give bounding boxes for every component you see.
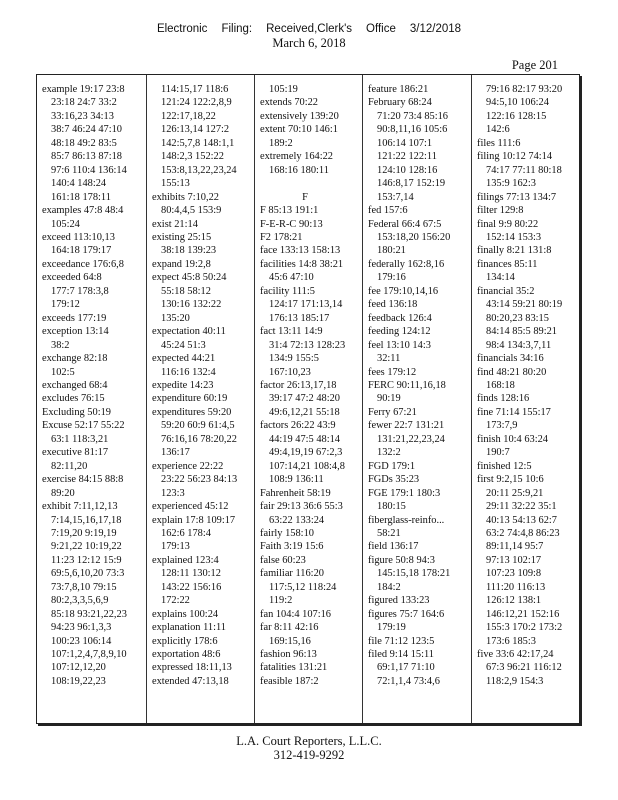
index-entry: facilities 14:8 38:21 [260,258,344,270]
index-entry: feature 186:21 [368,84,429,95]
filing-stamp-received: Received,Clerk's [266,23,353,35]
index-letter-heading: F [302,191,308,203]
index-entry-continuation: 45:24 51:3 [161,339,206,351]
index-entry: field 136:17 [368,541,419,553]
index-entry-continuation: 84:14 85:5 89:21 [486,326,558,338]
index-entry-continuation: 130:16 132:22 [161,299,222,311]
index-entry-continuation: 102:5 [51,366,75,378]
index-entry: exchange 82:18 [42,353,108,365]
index-entry: fiberglass-reinfo... [368,514,445,526]
index-entry-continuation: 29:11 32:22 35:1 [486,501,557,513]
index-entry-continuation: 145:15,18 178:21 [377,568,451,580]
index-entry-continuation: 122:17,18,22 [161,110,216,122]
index-entry-continuation: 45:6 47:10 [269,272,314,284]
index-entry-continuation: 143:22 156:16 [161,581,222,593]
index-entry: extended 47:13,18 [152,675,229,687]
index-entry-continuation: 173:7,9 [486,420,518,432]
index-entry: feasible 187:2 [260,675,319,687]
index-entry: exceed 113:10,13 [42,231,115,243]
index-entry: experience 22:22 [152,460,224,472]
index-entry: filing 10:12 74:14 [477,151,553,163]
index-entry: exist 21:14 [152,218,198,230]
index-entry: finds 128:16 [477,393,530,405]
index-entry-continuation: 148:2,3 152:22 [161,151,224,163]
filing-stamp-electronic: Electronic [156,23,208,35]
index-entry-continuation: 69:5,6,10,20 73:3 [51,568,125,580]
index-entry-continuation: 90:8,11,16 105:6 [377,124,448,136]
index-column-5 [471,75,579,723]
index-entry: FERC 90:11,16,18 [368,379,446,391]
index-entry: expenditure 60:19 [152,393,228,405]
index-entry: explicitly 178:6 [152,635,218,647]
index-entry: finish 10:4 63:24 [477,433,549,445]
index-entry: FGD 179:1 [368,460,416,472]
index-entry-continuation: 40:13 54:13 62:7 [486,514,558,526]
index-entry-continuation: 108:19,22,23 [51,675,106,687]
index-entry-continuation: 177:7 178:3,8 [51,285,109,297]
index-entry-continuation: 146:12,21 152:16 [486,608,560,620]
index-entry: Fahrenheit 58:19 [260,487,331,499]
filing-stamp-date: 3/12/2018 [409,23,462,35]
index-entry: fewer 22:7 131:21 [368,420,445,432]
word-index-table [36,74,580,724]
index-entry: filings 77:13 134:7 [477,191,557,203]
index-entry: finished 12:5 [477,460,532,472]
index-entry: federally 162:8,16 [368,258,445,270]
index-entry: final 9:9 80:22 [477,218,539,230]
index-entry: expected 44:21 [152,353,216,365]
index-entry: face 133:13 158:13 [260,245,341,257]
index-entry-continuation: 155:13 [161,178,190,190]
index-entry-continuation: 117:5,12 118:24 [269,581,337,593]
index-entry-continuation: 123:3 [161,487,185,499]
index-entry-continuation: 59:20 60:9 61:4,5 [161,420,235,432]
index-entry-continuation: 82:11,20 [51,460,88,472]
index-entry-continuation: 74:17 77:11 80:18 [486,164,562,176]
index-entry: extends 70:22 [260,97,319,109]
index-entry-continuation: 172:22 [161,595,190,607]
index-entry-continuation: 140:4 148:24 [51,178,107,190]
index-entry: expect 45:8 50:24 [152,272,227,284]
filing-stamp-office: Office [366,23,396,35]
index-entry-continuation: 142:5,7,8 148:1,1 [161,137,235,149]
index-entry: Faith 3:19 15:6 [260,541,324,553]
index-entry-continuation: 106:14 107:1 [377,137,433,149]
index-entry-continuation: 23:18 24:7 33:2 [51,97,117,109]
index-entry-continuation: 146:8,17 152:19 [377,178,446,190]
page-number: Page 201 [511,58,558,72]
index-entry: exceeds 177:19 [42,312,107,324]
index-entry-continuation: 162:6 178:4 [161,527,211,539]
index-entry: experienced 45:12 [152,501,229,513]
index-entry: figures 75:7 164:6 [368,608,445,620]
index-entry-continuation: 48:18 49:2 83:5 [51,137,117,149]
index-entry-continuation: 128:11 130:12 [161,568,221,580]
index-entry-continuation: 161:18 178:11 [51,191,111,203]
index-entry-continuation: 107:23 109:8 [486,568,542,580]
index-entry: extensively 139:20 [260,110,339,122]
index-entry-continuation: 179:16 [377,272,406,284]
index-entry-continuation: 126:12 138:1 [486,595,542,607]
index-entry: example 19:17 23:8 [42,84,125,95]
court-reporter-name: L.A. Court Reporters, L.L.C. [236,734,382,748]
index-entry: facility 111:5 [260,285,315,297]
index-entry: feeding 124:12 [368,326,431,338]
index-entry: finances 85:11 [477,258,538,270]
index-entry: fine 71:14 155:17 [477,406,551,418]
index-entry: expedite 14:23 [152,379,214,391]
index-entry: feel 13:10 14:3 [368,339,431,351]
index-entry: find 48:21 80:20 [477,366,547,378]
index-column-1 [37,75,146,723]
index-entry-continuation: 136:17 [161,447,190,459]
index-entry-continuation: 190:7 [486,447,510,459]
index-entry: exception 13:14 [42,326,109,338]
index-entry: F2 178:21 [260,231,303,243]
index-entry-continuation: 80:4,4,5 153:9 [161,205,222,217]
index-entry-continuation: 79:16 82:17 93:20 [486,84,563,95]
index-entry-continuation: 63:1 118:3,21 [51,433,109,445]
index-entry: expectation 40:11 [152,326,226,338]
index-entry: exceeded 64:8 [42,272,102,284]
index-entry-continuation: 169:15,16 [269,635,311,647]
index-entry-continuation: 180:21 [377,245,406,257]
index-entry-continuation: 132:2 [377,447,401,459]
index-entry: FGDs 35:23 [368,474,420,486]
index-entry-continuation: 108:9 136:11 [269,474,324,486]
index-entry-continuation: 124:10 128:16 [377,164,438,176]
index-entry: factor 26:13,17,18 [260,379,337,391]
index-entry-continuation: 105:19 [269,84,298,95]
index-entry: Excuse 52:17 55:22 [42,420,125,432]
index-entry: exportation 48:6 [152,649,221,661]
index-entry-continuation: 134:9 155:5 [269,353,319,365]
index-entry: fatalities 131:21 [260,662,328,674]
index-entry-continuation: 131:21,22,23,24 [377,433,445,445]
index-entry-continuation: 71:20 73:4 85:16 [377,110,449,122]
index-entry-continuation: 173:6 185:3 [486,635,536,647]
index-entry-continuation: 80:2,3,3,5,6,9 [51,595,109,607]
index-entry: exercise 84:15 88:8 [42,474,124,486]
index-spacer [260,177,358,190]
index-entry: files 111:6 [477,137,521,149]
index-entry: extent 70:10 146:1 [260,124,338,136]
index-entry-continuation: 179:13 [161,541,190,553]
index-entry-continuation: 153:8,13,22,23,24 [161,164,237,176]
index-entry-continuation: 119:2 [269,595,293,607]
index-entry-continuation: 98:4 134:3,7,11 [486,339,552,351]
index-entry: fairly 158:10 [260,527,314,539]
index-entry: five 33:6 42:17,24 [477,649,554,661]
index-entry-continuation: 67:3 96:21 116:12 [486,662,562,674]
index-entry-continuation: 121:24 122:2,8,9 [161,97,232,109]
index-entry-continuation: 180:15 [377,501,406,513]
index-entry-continuation: 72:1,1,4 73:4,6 [377,675,440,687]
index-entry: existing 25:15 [152,231,212,243]
index-entry-continuation: 11:23 12:12 15:9 [51,554,122,566]
index-entry: financials 34:16 [477,353,544,365]
index-entry: fee 179:10,14,16 [368,285,439,297]
index-entry: expand 19:2,8 [152,258,211,270]
index-entry-continuation: 63:2 74:4,8 86:23 [486,527,560,539]
index-entry-continuation: 167:10,23 [269,366,311,378]
index-entry: fact 13:11 14:9 [260,326,323,338]
footer [0,734,618,762]
index-entry-continuation: 153:18,20 156:20 [377,231,451,243]
index-entry-continuation: 168:18 [486,379,515,391]
index-entry-continuation: 7:14,15,16,17,18 [51,514,122,526]
index-entry-continuation: 107:1,2,4,7,8,9,10 [51,649,127,661]
index-entry: familiar 116:20 [260,568,324,580]
index-entry: F 85:13 191:1 [260,205,319,217]
index-entry: false 60:23 [260,554,306,566]
index-entry: figured 133:23 [368,595,430,607]
index-entry: exhibits 7:10,22 [152,191,219,203]
index-entry-continuation: 176:13 185:17 [269,312,330,324]
index-entry-continuation: 105:24 [51,218,80,230]
index-entry: far 8:11 42:16 [260,622,319,634]
index-entry: filter 129:8 [477,205,524,217]
index-entry: F-E-R-C 90:13 [260,218,323,230]
index-entry-continuation: 179:12 [51,299,80,311]
index-entry: FGE 179:1 180:3 [368,487,441,499]
index-entry: financial 35:2 [477,285,535,297]
index-entry: first 9:2,15 10:6 [477,474,544,486]
index-entry-continuation: 80:20,23 83:15 [486,312,549,324]
index-entry-continuation: 58:21 [377,527,401,539]
index-entry: Excluding 50:19 [42,406,111,418]
index-entry-continuation: 76:16,16 78:20,22 [161,433,237,445]
index-entry: February 68:24 [368,97,432,109]
index-entry-continuation: 89:20 [51,487,75,499]
index-entry-continuation: 118:2,9 154:3 [486,675,544,687]
index-entry-continuation: 116:16 132:4 [161,366,216,378]
index-entry: Ferry 67:21 [368,406,417,418]
index-entry-continuation: 122:16 128:15 [486,110,547,122]
index-entry: examples 47:8 48:4 [42,205,124,217]
index-entry-continuation: 94:5,10 106:24 [486,97,549,109]
index-entry-continuation: 142:6 [486,124,510,136]
index-entry-continuation: 49:6,12,21 55:18 [269,406,340,418]
index-entry-continuation: 179:19 [377,622,406,634]
index-entry-continuation: 100:23 106:14 [51,635,112,647]
index-entry-continuation: 38:2 [51,339,70,351]
index-entry: expenditures 59:20 [152,406,232,418]
index-entry-continuation: 111:20 116:13 [486,581,546,593]
index-column-4 [362,75,471,723]
index-entry: exceedance 176:6,8 [42,258,124,270]
index-entry-continuation: 85:18 93:21,22,23 [51,608,127,620]
index-entry: explanation 11:11 [152,622,226,634]
index-entry-continuation: 69:1,17 71:10 [377,662,435,674]
index-entry: fan 104:4 107:16 [260,608,331,620]
filing-stamp-header [0,22,618,50]
index-entry: fashion 96:13 [260,649,317,661]
filing-stamp-line [0,22,618,36]
index-entry-continuation: 168:16 180:11 [269,164,329,176]
index-entry-continuation: 107:14,21 108:4,8 [269,460,345,472]
index-entry: explained 123:4 [152,554,219,566]
index-entry-continuation: 152:14 153:3 [486,231,542,243]
index-entry-continuation: 155:3 170:2 173:2 [486,622,563,634]
index-column-3 [254,75,362,723]
index-entry-continuation: 55:18 58:12 [161,285,211,297]
index-entry-continuation: 184:2 [377,581,401,593]
index-entry-continuation: 23:22 56:23 84:13 [161,474,238,486]
index-entry-continuation: 20:11 25:9,21 [486,487,544,499]
index-entry: figure 50:8 94:3 [368,554,435,566]
index-entry: fair 29:13 36:6 55:3 [260,501,343,513]
index-entry-continuation: 189:2 [269,137,293,149]
index-entry-continuation: 38:18 139:23 [161,245,217,257]
hearing-date: March 6, 2018 [272,36,346,50]
index-column-2 [146,75,254,723]
index-entry-continuation: 134:14 [486,272,515,284]
filing-stamp-filing: Filing: [221,23,253,35]
index-entry-continuation: 126:13,14 127:2 [161,124,230,136]
index-entry-continuation: 9:21,22 10:19,22 [51,541,122,553]
index-entry: file 71:12 123:5 [368,635,435,647]
index-entry-continuation: 94:23 96:1,3,3 [51,622,112,634]
index-entry: executive 81:17 [42,447,109,459]
index-entry-continuation: 39:17 47:2 48:20 [269,393,341,405]
index-entry: feed 136:18 [368,299,418,311]
index-entry-continuation: 135:20 [161,312,190,324]
index-entry-continuation: 164:18 179:17 [51,245,112,257]
index-entry: finally 8:21 131:8 [477,245,552,257]
index-entry: explain 17:8 109:17 [152,514,236,526]
index-entry-continuation: 114:15,17 118:6 [161,84,229,95]
index-entry-continuation: 121:22 122:11 [377,151,437,163]
index-entry-continuation: 7:19,20 9:19,19 [51,527,117,539]
index-entry: feedback 126:4 [368,312,432,324]
court-reporter-phone: 312-419-9292 [273,748,345,762]
index-entry-continuation: 31:4 72:13 128:23 [269,339,346,351]
index-entry-continuation: 73:7,8,10 79:15 [51,581,117,593]
index-entry: fed 157:6 [368,205,408,217]
index-entry-continuation: 43:14 59:21 80:19 [486,299,563,311]
index-entry-continuation: 124:17 171:13,14 [269,299,343,311]
index-entry-continuation: 33:16,23 34:13 [51,110,114,122]
index-entry: expressed 18:11,13 [152,662,232,674]
index-entry-continuation: 38:7 46:24 47:10 [51,124,123,136]
index-entry-continuation: 107:12,12,20 [51,662,106,674]
index-entry-continuation: 97:6 110:4 136:14 [51,164,127,176]
index-entry-continuation: 90:19 [377,393,401,405]
index-entry: fees 179:12 [368,366,417,378]
index-entry-continuation: 153:7,14 [377,191,414,203]
index-entry: exhibit 7:11,12,13 [42,501,118,513]
index-entry-continuation: 63:22 133:24 [269,514,325,526]
index-entry: Federal 66:4 67:5 [368,218,442,230]
index-entry-continuation: 97:13 102:17 [486,554,542,566]
index-entry-continuation: 49:4,19,19 67:2,3 [269,447,343,459]
index-entry: factors 26:22 43:9 [260,420,336,432]
index-entry: filed 9:14 15:11 [368,649,434,661]
index-entry-continuation: 44:19 47:5 48:14 [269,433,341,445]
index-entry: exchanged 68:4 [42,379,108,391]
index-entry-continuation: 32:11 [377,353,401,365]
index-entry: extremely 164:22 [260,151,334,163]
index-entry: excludes 76:15 [42,393,105,405]
index-entry-continuation: 135:9 162:3 [486,178,536,190]
index-entry-continuation: 89:11,14 95:7 [486,541,544,553]
index-entry: explains 100:24 [152,608,219,620]
index-entry-continuation: 85:7 86:13 87:18 [51,151,123,163]
